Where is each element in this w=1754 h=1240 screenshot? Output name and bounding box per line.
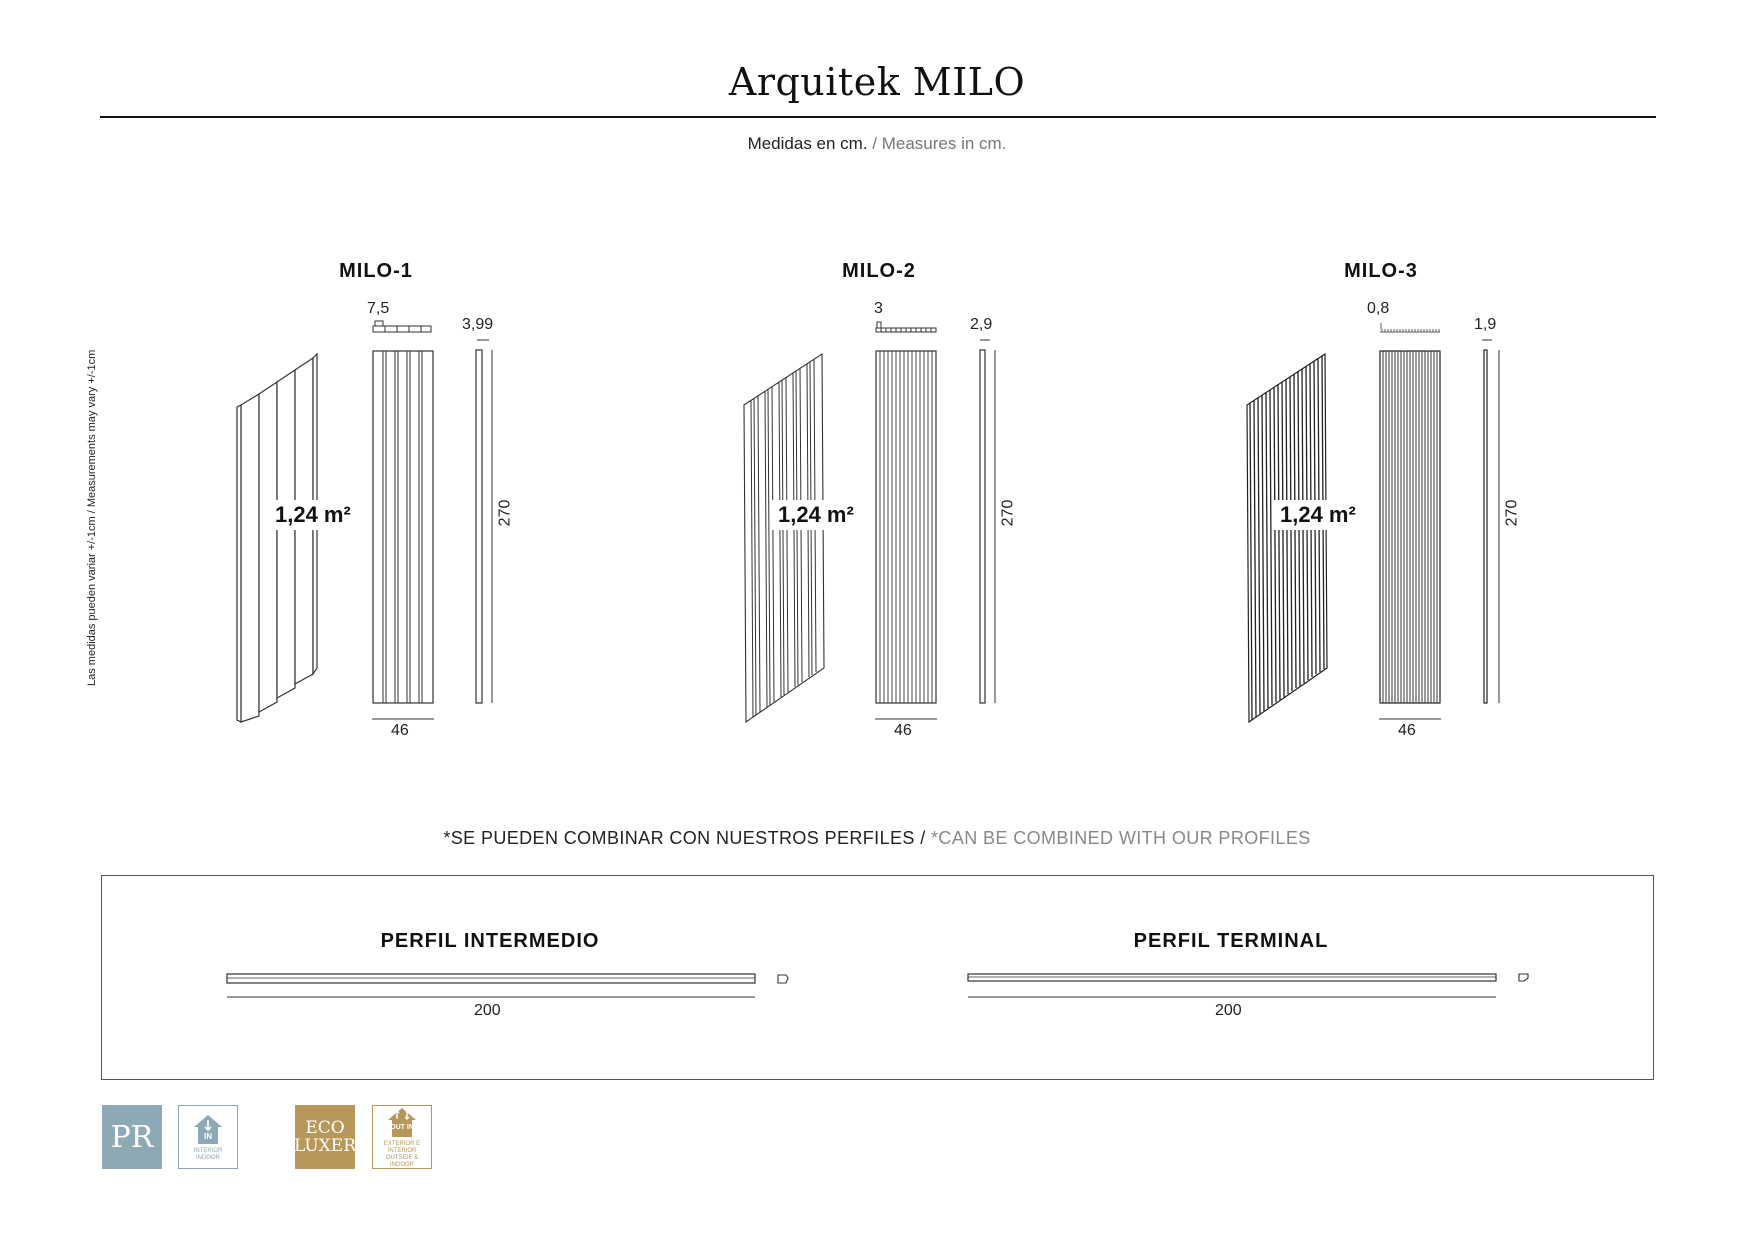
measures-note-es: Medidas en cm. bbox=[747, 134, 868, 153]
profile-intermedio-length: 200 bbox=[474, 1002, 501, 1019]
combine-note bbox=[0, 828, 1754, 849]
profile-terminal-title: PERFIL TERMINAL bbox=[1133, 930, 1329, 952]
milo-3-panel-3d bbox=[1245, 350, 1335, 725]
milo-2-width-dimension-line bbox=[875, 718, 937, 720]
milo-3-panel-width: 46 bbox=[1398, 722, 1416, 739]
milo-2-thickness: 2,9 bbox=[970, 316, 993, 333]
milo-3-area: 1,24 m² bbox=[1274, 500, 1362, 530]
milo-2-area: 1,24 m² bbox=[772, 500, 860, 530]
milo-3-panel-front bbox=[1379, 350, 1441, 705]
house-in-icon bbox=[191, 1112, 225, 1146]
milo-2-panel-side bbox=[977, 340, 997, 705]
eco-luxer-badge bbox=[295, 1105, 355, 1169]
milo-2-slat-width: 3 bbox=[874, 300, 883, 317]
indoor-badge-label: INTERIOR INDOOR bbox=[193, 1148, 223, 1161]
milo-3-slat-width: 0,8 bbox=[1367, 300, 1390, 317]
house-out-in-icon bbox=[385, 1105, 419, 1139]
milo-1-width-dimension-line bbox=[372, 718, 434, 720]
measures-note-sep: / bbox=[867, 134, 882, 153]
combine-note-es: *SE PUEDEN COMBINAR CON NUESTROS PERFILES / bbox=[443, 828, 932, 848]
milo-2-panel-width: 46 bbox=[894, 722, 912, 739]
milo-3-thickness: 1,9 bbox=[1474, 316, 1497, 333]
eco-luxer-line1: ECO bbox=[305, 1118, 345, 1138]
eco-luxer-line2: LUXER bbox=[294, 1136, 356, 1156]
model-title-milo-3: MILO-3 bbox=[1344, 260, 1418, 282]
combine-note-en: *CAN BE COMBINED WITH OUR PROFILES bbox=[931, 828, 1311, 848]
milo-1-panel-front bbox=[372, 350, 434, 705]
indoor-badge bbox=[178, 1105, 238, 1169]
milo-3-slat-profile bbox=[1379, 320, 1441, 334]
milo-2-panel-front bbox=[875, 350, 937, 705]
outdoor-indoor-badge bbox=[372, 1105, 432, 1169]
milo-1-area: 1,24 m² bbox=[269, 500, 357, 530]
outdoor-badge-arrow-text: OUT IN bbox=[390, 1124, 414, 1131]
page-title: Arquitek MILO bbox=[728, 60, 1026, 104]
milo-1-slat-profile bbox=[372, 320, 432, 334]
milo-1-thickness: 3,99 bbox=[462, 316, 494, 333]
milo-3-width-dimension-line bbox=[1379, 718, 1441, 720]
milo-1-slat-width: 7,5 bbox=[367, 300, 390, 317]
pr-badge: PR bbox=[102, 1105, 162, 1169]
milo-1-panel-width: 46 bbox=[391, 722, 409, 739]
profile-terminal-length: 200 bbox=[1215, 1002, 1242, 1019]
profile-intermedio-drawing bbox=[226, 972, 796, 1002]
milo-1-panel-3d bbox=[235, 350, 325, 725]
tolerance-note: Las medidas pueden variar +/-1cm / Measurements may vary +/-1cm bbox=[86, 349, 98, 686]
measures-note bbox=[0, 134, 1754, 154]
milo-1-panel-side bbox=[474, 340, 494, 705]
milo-1-height: 270 bbox=[496, 499, 514, 527]
model-title-milo-1: MILO-1 bbox=[339, 260, 413, 282]
milo-2-slat-profile bbox=[875, 320, 937, 334]
outdoor-badge-label: EXTERIOR E INTERIOR OUTSIDE & INDOOR bbox=[383, 1141, 421, 1168]
milo-2-panel-3d bbox=[742, 350, 832, 725]
indoor-badge-arrow-text: IN bbox=[204, 1132, 212, 1141]
measures-note-en: Measures in cm. bbox=[881, 134, 1007, 153]
profile-intermedio-title: PERFIL INTERMEDIO bbox=[380, 930, 600, 952]
profile-terminal-drawing bbox=[967, 972, 1537, 1002]
title-divider bbox=[100, 116, 1656, 118]
milo-3-height: 270 bbox=[1503, 499, 1521, 527]
milo-3-panel-side bbox=[1481, 340, 1501, 705]
model-title-milo-2: MILO-2 bbox=[842, 260, 916, 282]
milo-2-height: 270 bbox=[999, 499, 1017, 527]
